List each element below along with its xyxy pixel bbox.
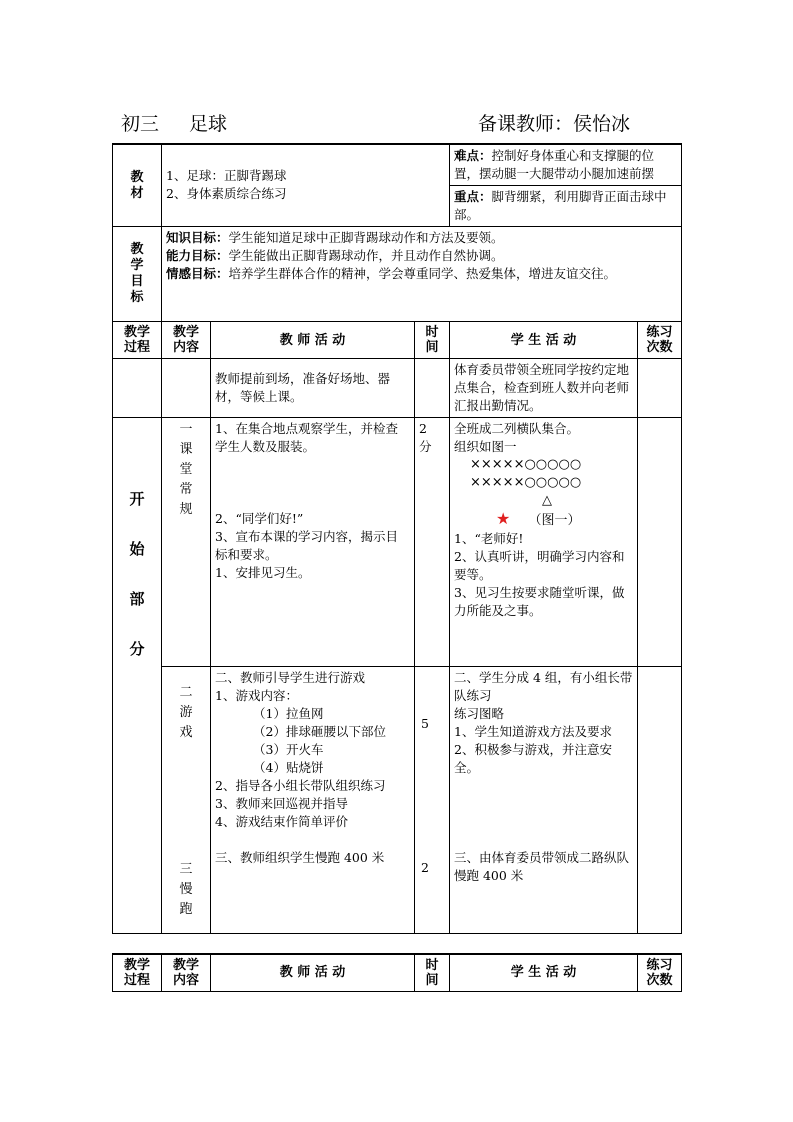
subject: 足球 [189, 113, 228, 135]
game-student-text: 1、学生知道游戏方法及要求 [454, 724, 612, 739]
routine-teacher-step: 3、宣布本课的学习内容，揭示目标和要求。 [215, 529, 398, 562]
routine-teacher-step: 2、“同学们好!” [215, 511, 304, 526]
routine-student-text: 组织如图一 [454, 439, 517, 454]
jog-teacher-step: 三、教师组织学生慢跑 400 米 [215, 850, 385, 865]
formation-diagram [454, 456, 633, 530]
knowledge-label: 知识目标： [166, 230, 229, 245]
material-label-cell [113, 144, 162, 227]
formation-row: ×××××○○○○○ [470, 457, 582, 472]
game-time: 5 [421, 716, 429, 731]
key-text: 脚背绷紧，利用脚背正面击球中部。 [454, 189, 667, 222]
knowledge-text: 学生能知道足球中正脚背踢球动作和方法及要领。 [228, 230, 504, 245]
difficulty-cell [450, 144, 682, 186]
difficulty-label: 难点： [454, 148, 492, 163]
game-student-cell [450, 667, 638, 934]
jog-label: 三慢跑 [179, 862, 193, 917]
continuation-header-table [112, 953, 682, 992]
material-item: 1、足球：正脚背踢球 [166, 168, 287, 183]
routine-content-cell [162, 418, 211, 667]
prep-process-cell [113, 359, 162, 418]
game-student-text: 二、学生分成 4 组，有小组长带队练习 [454, 670, 633, 703]
formation-row: ×××××○○○○○ [470, 475, 582, 490]
col-header-process: 教学过程 [113, 954, 162, 991]
prep-teacher-cell: 教师提前到场，准备好场地、器材，等候上课。 [211, 359, 415, 418]
page-header-left [121, 109, 227, 136]
routine-student-text: 全班成二列横队集合。 [454, 421, 580, 436]
difficulty-text: 控制好身体重心和支撑腿的位置，摆动腿一大腿带动小腿加速前摆 [454, 148, 655, 181]
game-teacher-step: 二、教师引导学生进行游戏 [215, 670, 366, 685]
routine-student-text: 1、“老师好! [454, 531, 524, 546]
game-teacher-step: 2、指导各小组长带队组织练习 [215, 778, 386, 793]
start-section-label: 开始部分 [129, 490, 145, 658]
game-teacher-step: 1、游戏内容： [215, 688, 298, 703]
objectives-cell [162, 227, 682, 322]
prep-student-cell: 体育委员带领全班同学按约定地点集合，检查到班人数并向老师汇报出勤情况。 [450, 359, 638, 418]
col-header-content: 教学内容 [162, 322, 211, 359]
ability-label: 能力目标： [166, 248, 229, 263]
material-item: 2、身体素质综合练习 [166, 186, 287, 201]
col-header-count: 练习次数 [638, 322, 682, 359]
routine-teacher-step: 1、安排见习生。 [215, 565, 311, 580]
game-count-cell [638, 667, 682, 934]
game-student-text: 2、积极参与游戏，并注意安全。 [454, 742, 612, 775]
routine-time-cell [415, 418, 450, 667]
col-header-teacher: 教 师 活 动 [211, 322, 415, 359]
lesson-plan-table [112, 143, 682, 934]
game-content-cell [162, 667, 211, 934]
jog-student-text: 三、由体育委员带领成二路纵队慢跑 400 米 [454, 850, 630, 883]
game-item: （3）开火车 [253, 742, 324, 757]
routine-count-cell [638, 418, 682, 667]
game-teacher-cell [211, 667, 415, 934]
col-header-teacher: 教 师 活 动 [211, 954, 415, 991]
material-label: 教材 [130, 169, 144, 201]
routine-teacher-cell [211, 418, 415, 667]
routine-student-cell [450, 418, 638, 667]
objectives-label-cell [113, 227, 162, 322]
game-label: 二游戏 [179, 685, 193, 740]
jog-time: 2 [421, 860, 429, 875]
col-header-count: 练习次数 [638, 954, 682, 991]
routine-student-text: 2、认真听讲，明确学习内容和要等。 [454, 549, 625, 582]
col-header-process: 教学过程 [113, 322, 162, 359]
prep-content-cell [162, 359, 211, 418]
routine-student-text: 3、见习生按要求随堂听课，做力所能及之事。 [454, 585, 625, 618]
grade: 初三 [121, 113, 160, 135]
game-teacher-step: 3、教师来回巡视并指导 [215, 796, 348, 811]
routine-time: 2分 [419, 421, 432, 454]
key-point-cell [450, 186, 682, 227]
emotion-text: 培养学生群体合作的精神，学会尊重同学、热爱集体，增进友谊交往。 [228, 266, 617, 281]
game-time-cell [415, 667, 450, 934]
game-item: （4）贴烧饼 [253, 760, 324, 775]
game-item: （2）排球砸腰以下部位 [253, 724, 386, 739]
teacher-triangle: △ [542, 493, 552, 508]
game-teacher-step: 4、游戏结束作简单评价 [215, 814, 348, 829]
figure-label: （图一） [528, 513, 581, 528]
routine-label: 一课堂常规 [179, 422, 193, 517]
teacher-name: 备课教师：侯怡冰 [478, 113, 631, 135]
emotion-label: 情感目标： [166, 266, 229, 281]
ability-text: 学生能做出正脚背踢球动作，并且动作自然协调。 [228, 248, 504, 263]
objectives-label: 教学目标 [130, 242, 144, 305]
routine-teacher-step: 1、在集合地点观察学生，并检查学生人数及服装。 [215, 421, 398, 454]
col-header-student: 学 生 活 动 [450, 954, 638, 991]
star-icon: ★ [496, 509, 511, 528]
key-label: 重点： [454, 189, 492, 204]
prep-time-cell [415, 359, 450, 418]
start-section-label-cell [113, 418, 162, 934]
prep-count-cell [638, 359, 682, 418]
game-item: （1）拉鱼网 [253, 706, 324, 721]
game-student-text: 练习图略 [454, 706, 505, 721]
col-header-time: 时间 [415, 322, 450, 359]
col-header-time: 时间 [415, 954, 450, 991]
material-items-cell [162, 144, 450, 227]
col-header-student: 学 生 活 动 [450, 322, 638, 359]
col-header-content: 教学内容 [162, 954, 211, 991]
